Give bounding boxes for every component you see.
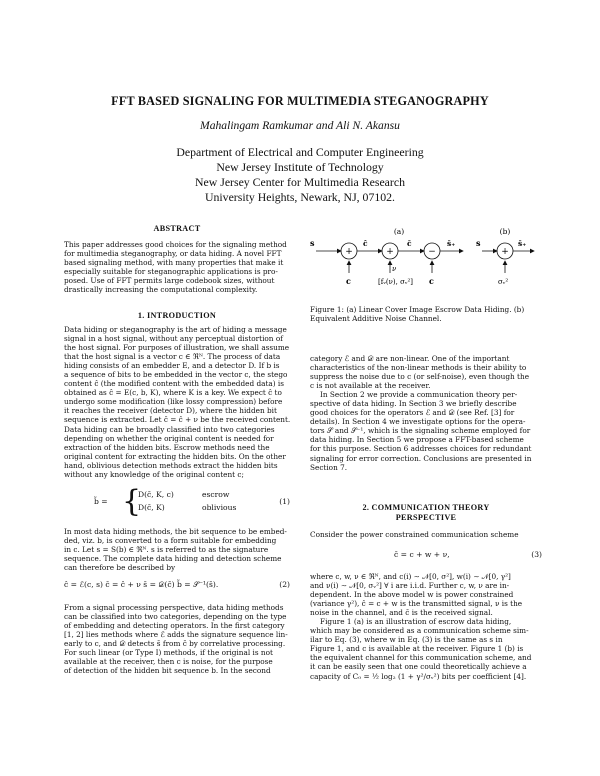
affiliation-line: University Heights, Newark, NJ, 07102. <box>204 190 396 204</box>
text-line: original content for extracting the hidden bits. On the other <box>64 451 286 461</box>
equation-body: ĉ = ℰ(c, s) c̄ = ĉ + ν s̄ = 𝒟(c̄) b̃ = 𝒮⁻¹(s̄). <box>64 580 219 589</box>
text-line: [1, 2] lies methods where ℰ adds the signature sequence lin- <box>64 630 288 640</box>
intro-paragraph-2 <box>64 527 290 572</box>
intro-paragraph-3 <box>64 603 290 675</box>
text-line: signaling for error correction. Conclusions are presented in <box>310 453 532 463</box>
text-line: capacity of C₀ = ½ log₂ (1 + γ²/σᵥ²) bits per coefficient [4]. <box>310 671 527 681</box>
figure-label-b: (b) <box>499 227 511 236</box>
equation-case: D(c̄, K, c) <box>138 490 174 499</box>
text-line: undergo some modification (like lossy compression) before <box>64 397 283 407</box>
heading-line: PERSPECTIVE <box>395 513 457 522</box>
text-line: where c, w, ν ∈ ℜᴺ, and c(i) ∼ 𝒩[0, σ²], w(i) ∼ 𝒩[0, γ²] <box>310 572 511 581</box>
text-line: data hiding. In Section 5 we propose a FFT-based scheme <box>310 435 524 445</box>
text-line: early to c, and 𝒟 detects s̄ from c̄ by correlative processing. <box>64 639 286 649</box>
text-line: sequence. The complete data hiding and detection scheme <box>64 554 282 564</box>
text-line: category ℰ and 𝒟 are non-linear. One of the important <box>310 354 510 363</box>
brace: { <box>122 484 142 519</box>
text-line: of detection of the hidden bit sequence b. In the second <box>64 666 271 676</box>
text-line: Consider the power constrained communication scheme <box>310 530 519 539</box>
plus-sign: + <box>501 247 509 257</box>
equation-lhs: b̃ = <box>94 497 108 506</box>
text-line: which may be considered as a communication scheme sim- <box>310 626 529 636</box>
heading-line: 2. COMMUNICATION THEORY <box>362 503 490 512</box>
text-line: c is not available at the receiver. <box>310 381 431 391</box>
affiliation-block <box>0 145 600 205</box>
intro-heading: 1. INTRODUCTION <box>137 311 217 320</box>
text-line: available at the receiver, then c is noise, for the purpose <box>64 657 273 667</box>
equation-number: (3) <box>531 550 542 559</box>
text-line: details). In Section 4 we investigate options for the opera- <box>310 417 526 427</box>
text-line: good choices for the operators ℰ and 𝒟 (see Ref. [3] for <box>310 408 515 418</box>
text-line: the equivalent channel for this communication scheme, and <box>310 653 532 663</box>
text-line: depending on whether the original content is needed for <box>64 433 274 443</box>
section-2-heading <box>310 503 542 523</box>
text-line: Section 7. <box>310 462 348 472</box>
affiliation-line: New Jersey Center for Multimedia Research <box>195 175 405 189</box>
signal-s-bar-label: s̄₊ <box>518 239 527 248</box>
text-line: can therefore be described by <box>64 563 176 573</box>
text-line: tors 𝒮 and 𝒮⁻¹, which is the signaling scheme employed for <box>310 426 531 436</box>
text-line: it can be easily seen that one could theoretically achieve a <box>310 662 527 672</box>
text-line: Figure 1, and c is available at the receiver. Figure 1 (b) is <box>310 644 524 654</box>
text-line: characteristics of the non-linear methods is their ability to <box>310 363 527 373</box>
text-line: the host signal. For purposes of illustration, we shall assume <box>64 343 290 353</box>
text-line: signal in a host signal, without any perceptual distortion of <box>64 334 283 344</box>
text-line: in c. Let s = S(b) ∈ ℜᴺ. s is referred to as the signature <box>64 545 269 555</box>
equation-case: D(c̄, K) <box>138 503 165 512</box>
equation-2 <box>64 580 290 590</box>
text-line: especially suitable for steganographic applications is pro- <box>64 267 278 277</box>
text-line: For such linear (or Type I) methods, if the original is not <box>64 648 273 658</box>
text-line: that the host signal is a vector c ∈ ℜᴺ. The process of data <box>64 352 281 362</box>
noise-variance-label: σᵥ² <box>498 278 509 286</box>
text-line: hand, oblivious detection methods extract the hidden bits <box>64 460 278 470</box>
text-line: extraction of the hidden bits. Escrow methods need the <box>64 442 270 452</box>
caption-line: Equivalent Additive Noise Channel. <box>310 314 442 324</box>
text-line: for multimedia steganography, or data hiding. A novel FFT <box>64 249 282 259</box>
text-line: a sequence of bits to be embedded in the vector c, the stego <box>64 370 288 380</box>
signal-s-bar-label: s̄₊ <box>447 239 456 248</box>
paper-authors: Mahalingam Ramkumar and Ali N. Akansu <box>200 119 400 132</box>
text-line: noise in the channel, and c̄ is the received signal. <box>310 608 493 618</box>
equation-case-label: escrow <box>202 490 230 499</box>
text-line: suppress the noise due to c (or self-noise), even though the <box>310 372 530 382</box>
equation-number: (1) <box>279 497 290 506</box>
abstract-text <box>64 240 290 294</box>
text-line: This paper addresses good choices for the signaling method <box>64 240 287 249</box>
text-line: sequence is extracted. Let c̄ = ĉ + ν be the received content. <box>64 415 290 425</box>
minus-sign: − <box>428 247 436 257</box>
text-line: it reaches the receiver (detector D), where the hidden bit <box>64 406 277 416</box>
figure-1-diagram <box>308 226 538 296</box>
text-line: without any knowledge of the original content c; <box>64 469 244 479</box>
text-line: of embedding and detecting operators. In the first category <box>64 621 285 631</box>
figure-1-caption <box>310 305 542 323</box>
signal-c-label: c <box>429 276 434 286</box>
plus-sign: + <box>386 247 394 257</box>
text-line: can be classified into two categories, depending on the type <box>64 612 287 622</box>
text-line: Data hiding can be broadly classified into two categories <box>64 424 275 434</box>
paper-title: FFT BASED SIGNALING FOR MULTIMEDIA STEGANOGRAPHY <box>111 94 489 108</box>
text-line: In most data hiding methods, the bit sequence to be embed- <box>64 527 287 536</box>
text-line: content ĉ (the modified content with the embedded data) is <box>64 379 285 389</box>
abstract-heading: ABSTRACT <box>153 224 201 233</box>
caption-line: Figure 1: (a) Linear Cover Image Escrow Data Hiding. (b) <box>310 305 525 314</box>
noise-nu-label: ν <box>392 265 397 273</box>
text-line: and ν(i) ∼ 𝒩[0, σᵥ²] ∀ i are i.i.d. Further c, w, ν are in- <box>310 581 510 591</box>
figure-label-a: (a) <box>393 227 405 236</box>
text-line: hiding consists of an embedder E, and a detector D. If b is <box>64 361 280 371</box>
text-line: based signaling method, with many properties that make it <box>64 258 284 268</box>
plus-sign: + <box>345 247 353 257</box>
text-line: drastically increasing the computational complexity. <box>64 285 258 295</box>
signal-c-hat-label: ĉ <box>363 239 368 248</box>
affiliation-line: New Jersey Institute of Technology <box>216 160 384 174</box>
signal-s-label: s <box>476 238 481 248</box>
noise-distribution-label: [fᵥ(ν), σᵥ²] <box>378 278 414 286</box>
text-line: spective of data hiding. In Section 3 we briefly describe <box>310 399 517 409</box>
signal-c-label: c <box>346 276 351 286</box>
section-2-intro <box>310 530 542 539</box>
equation-1 <box>64 484 290 521</box>
text-line: Figure 1 (a) is an illustration of escrow data hiding, <box>320 617 512 627</box>
equation-number: (2) <box>279 580 290 589</box>
text-line: posed. Use of FFT permits large codebook sizes, without <box>64 276 275 286</box>
text-line: dependent. In the above model w is power constrained <box>310 590 514 600</box>
right-paragraph-1 <box>310 354 542 472</box>
intro-paragraph-1 <box>64 325 290 479</box>
right-paragraph-2 <box>310 572 542 681</box>
text-line: obtained as ĉ = E(c, b, K), where K is a key. We expect ĉ to <box>64 388 282 398</box>
text-line: From a signal processing perspective, data hiding methods <box>64 603 284 612</box>
text-line: ilar to Eq. (3), where w in Eq. (3) is the same as s in <box>310 635 503 645</box>
text-line: ded, viz. b, is converted to a form suitable for embedding <box>64 536 277 546</box>
affiliation-line: Department of Electrical and Computer Engineering <box>176 145 424 159</box>
equation-body: c̄ = c + w + ν, <box>394 550 450 559</box>
text-line: In Section 2 we provide a communication theory per- <box>320 390 518 400</box>
text-line: for this purpose. Section 6 addresses choices for redundant <box>310 444 532 454</box>
signal-c-bar-label: c̄ <box>407 239 412 248</box>
equation-case-label: oblivious <box>202 503 237 512</box>
signal-s-label: s <box>310 238 315 248</box>
text-line: Data hiding or steganography is the art of hiding a message <box>64 325 287 334</box>
text-line: (variance γ²), ĉ = c + w is the transmitted signal, ν is the <box>310 599 523 609</box>
